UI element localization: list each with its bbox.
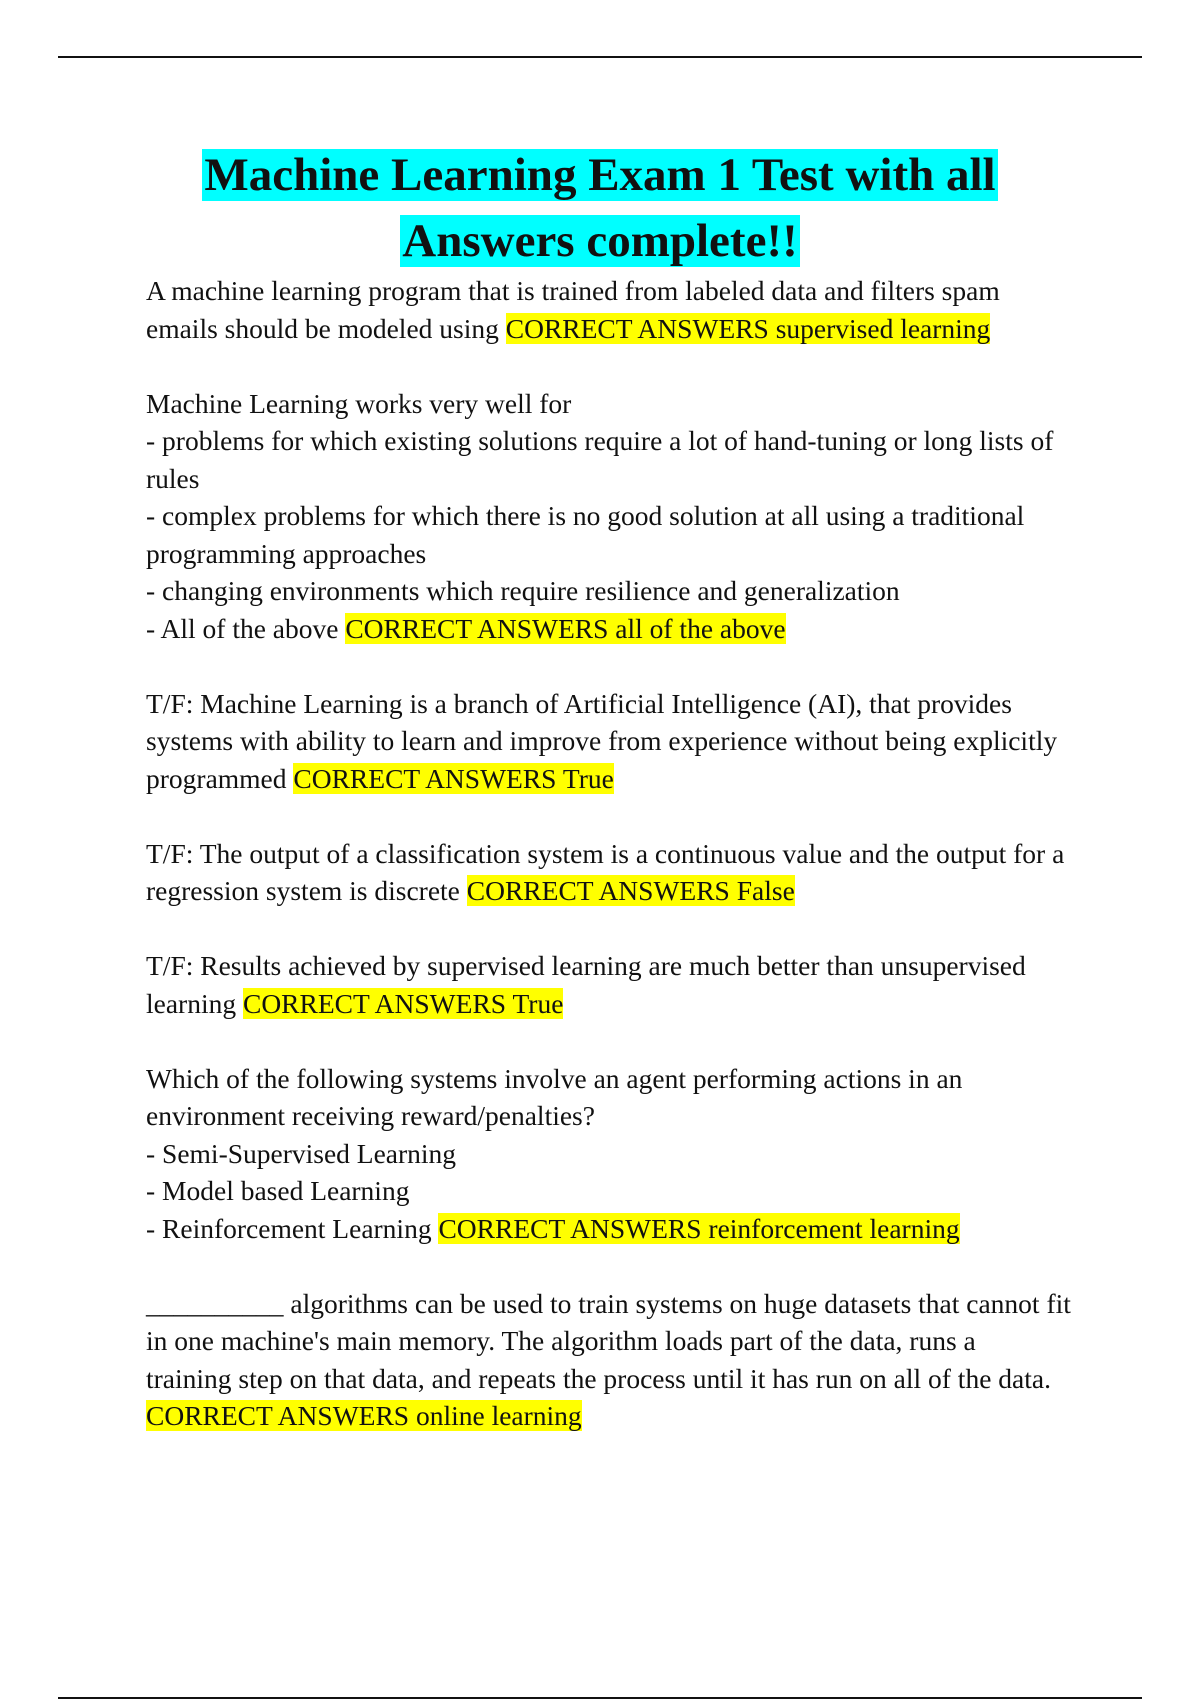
header-rule: [58, 56, 1142, 58]
question-text-line: [146, 985, 1096, 1023]
question-text: A machine learning program that is trained from labeled data and filters spam: [146, 275, 1000, 306]
correct-answer: CORRECT ANSWERS online learning: [146, 1400, 582, 1431]
question-block: [146, 1060, 1096, 1248]
question-option: - Reinforcement Learning: [146, 1212, 439, 1244]
question-text: emails should be modeled using: [146, 312, 506, 344]
question-text-line: [146, 610, 1096, 648]
question-block: [146, 385, 1096, 648]
question-option: programming approaches: [146, 537, 427, 569]
question-list: [146, 272, 1096, 1472]
question-option: - complex problems for which there is no good solution at all using a traditional: [146, 500, 1025, 531]
title-line-1: Machine Learning Exam 1 Test with all: [204, 149, 996, 201]
question-text-line: [146, 872, 1096, 910]
correct-answer: CORRECT ANSWERS False: [466, 875, 795, 906]
question-text: T/F: Machine Learning is a branch of Artificial Intelligence (AI), that provides: [146, 687, 1012, 719]
question-option: - Model based Learning: [146, 1175, 410, 1206]
question-text-line: [146, 1397, 1096, 1435]
question-text: training step on that data, and repeats the process until it has run on all of the data.: [146, 1362, 1051, 1394]
question-text: Machine Learning works very well for: [146, 387, 572, 419]
question-text: environment receiving reward/penalties?: [146, 1100, 595, 1131]
question-text: in one machine's main memory. The algorithm loads part of the data, runs a: [146, 1325, 976, 1356]
question-text: T/F: Results achieved by supervised learning are much better than unsupervised: [146, 950, 1026, 981]
question-option: - Semi-Supervised Learning: [146, 1137, 457, 1169]
question-option: - All of the above: [146, 612, 346, 644]
correct-answer: CORRECT ANSWERS True: [293, 762, 614, 794]
question-text: regression system is discrete: [146, 875, 467, 906]
question-block: [146, 685, 1096, 798]
footer-rule: [58, 1697, 1142, 1699]
correct-answer: CORRECT ANSWERS reinforcement learning: [438, 1212, 960, 1244]
question-text: T/F: The output of a classification system is a continuous value and the output for a: [146, 837, 1065, 869]
question-block: [146, 947, 1096, 1022]
question-block: [146, 1285, 1096, 1435]
question-text: learning: [146, 987, 243, 1019]
question-text: __________ algorithms can be used to train systems on huge datasets that cannot fit: [146, 1287, 1071, 1319]
correct-answer: CORRECT ANSWERS True: [242, 987, 564, 1019]
question-text-line: [146, 760, 1096, 798]
question-block: [146, 272, 1096, 347]
question-text: systems with ability to learn and improve from experience without being explicitly: [146, 725, 1058, 756]
correct-answer: CORRECT ANSWERS all of the above: [345, 612, 786, 644]
title-line-2: Answers complete!!: [402, 215, 798, 267]
question-option: - changing environments which require resilience and generalization: [146, 575, 900, 606]
question-text-line: [146, 310, 1096, 348]
correct-answer: CORRECT ANSWERS supervised learning: [505, 312, 991, 344]
question-text: programmed: [146, 762, 294, 794]
question-text-line: [146, 1210, 1096, 1248]
document-title: [0, 142, 1200, 274]
question-text: Which of the following systems involve an agent performing actions in an: [146, 1062, 963, 1094]
question-option: rules: [146, 462, 200, 494]
question-option: - problems for which existing solutions require a lot of hand-tuning or long lists of: [146, 425, 1054, 456]
question-block: [146, 835, 1096, 910]
